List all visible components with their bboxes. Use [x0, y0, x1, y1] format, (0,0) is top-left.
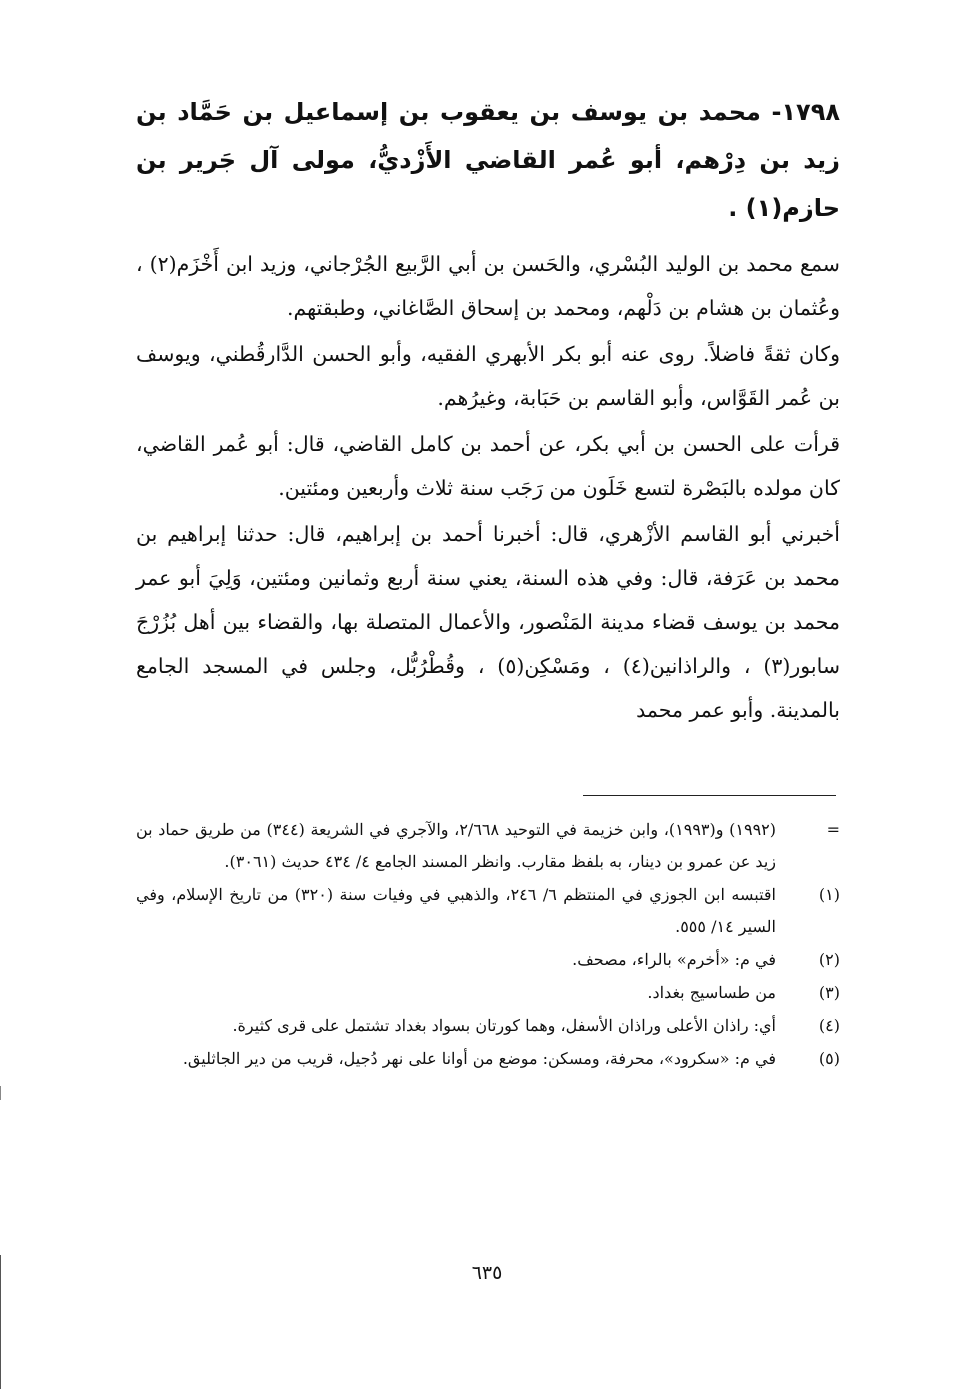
footnote-text: أي: راذان الأعلى وراذان الأسفل، وهما كورتان بسواد بغداد تشتمل على قرى كثيرة.: [232, 1016, 776, 1035]
scan-edge-line: [0, 1255, 1, 1389]
main-text: [136, 88, 840, 732]
page-number: ٦٣٥: [471, 1262, 503, 1284]
footnote-marker: (٣): [818, 983, 840, 1002]
scan-artifact-mark: [0, 1086, 1, 1100]
paragraph-judgeship: أخبرني أبو القاسم الأزْهري، قال: أخبرنا أحمد بن إبراهيم، قال: حدثنا إبراهيم بن محمد بن عَرَفة، قال: وفي هذه السنة، يعني سنة أربع وثمانين ومئتين، وَلِيَ أبو عمر محمد بن يوسف قضاء مدينة المَنْصور، والأعمال المتصلة بها، والقضاء بين أهل بُزُرْجَ سابور(٣) ، والراذانين(٤) ، ومَسْكِن(٥) ، وقُطْرُبُّل، وجلس في المسجد الجامع بالمدينة. وأبو عمر محمد: [136, 522, 840, 722]
footnotes: [136, 814, 840, 1076]
paragraph-reliability: وكان ثقةً فاضلاً. روى عنه أبو بكر الأبهري الفقيه، وأبو الحسن الدَّارقُطني، ويوسف بن عُمر القَوَّاس، وأبو القاسم بن حَبَابة، وغيرُهم.: [136, 342, 840, 410]
footnote-marker: (٤): [818, 1016, 840, 1035]
footnote-continuation: [136, 814, 840, 878]
paragraph-birth: قرأت على الحسن بن أبي بكر، عن أحمد بن كامل القاضي، قال: أبو عُمر القاضي، كان مولده بالبَصْرة لتسع خَلَون من رَجَب سنة ثلاث وأربعين ومئتين.: [136, 432, 840, 500]
footnote-separator: [583, 795, 836, 796]
footnote-marker: (٥): [818, 1049, 840, 1068]
footnote-4: [136, 1010, 840, 1042]
paragraph-teachers: سمع محمد بن الوليد البُسْري، والحَسن بن أبي الرَّبيع الجُرْجاني، وزيد ابن أَخْزَم(٢) ، وعُثمان بن هشام بن دَلْهم، ومحمد بن إسحاق الصَّاغاني، وطبقتهم.: [136, 252, 840, 320]
entry-heading: ١٧٩٨- محمد بن يوسف بن يعقوب بن إسماعيل بن حَمَّاد بن زيد بن دِرْهم، أبو عُمر القاضي الأَزْديُّ، مولى آل جَرير بن حازم(١) .: [136, 98, 840, 222]
footnote-marker: (١): [818, 885, 840, 904]
footnote-marker: =: [826, 820, 840, 839]
footnote-text: من طساسيج بغداد.: [647, 983, 776, 1002]
footnote-marker: (٢): [818, 950, 840, 969]
footnote-2: [136, 944, 840, 976]
footnote-text: في م: «سكرود»، محرفة، ومسكن: موضع من أوانا على نهر دُجيل، قريب من دير الجاثليق.: [182, 1049, 776, 1068]
footnote-text: اقتبسه ابن الجوزي في المنتظم ٦/ ٢٤٦، والذهبي في وفيات سنة (٣٢٠) من تاريخ الإسلام، وفي السير ١٤/ ٥٥٥.: [136, 885, 776, 936]
footnote-3: [136, 977, 840, 1009]
footnote-text: (١٩٩٢) و(١٩٩٣)، وابن خزيمة في التوحيد ٢/٦٦٨، والآجري في الشريعة (٣٤٤) من طريق حماد بن زيد عن عمرو بن دينار، به بلفظ مقارب. وانظر المسند الجامع ٤/ ٤٣٤ حديث (٣٠٦١).: [136, 820, 777, 871]
footnote-text: في م: «أخرم» بالراء، مصحف.: [572, 950, 776, 969]
footnote-5: [136, 1043, 840, 1075]
footnote-1: [136, 879, 840, 943]
